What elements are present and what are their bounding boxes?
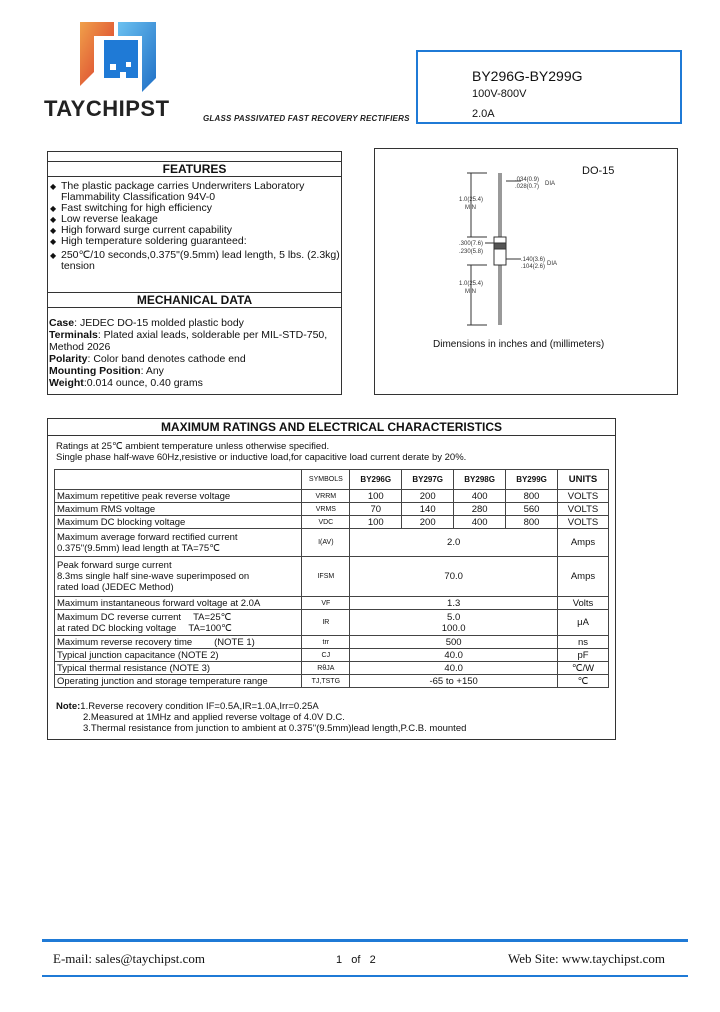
notes-label: Note: <box>56 701 81 712</box>
product-tagline: GLASS PASSIVATED FAST RECOVERY RECTIFIERS <box>203 114 410 123</box>
footer-divider-bottom <box>42 975 688 977</box>
list-item: Case: JEDEC DO-15 molded plastic body <box>49 317 244 329</box>
dim-len-top: 1.0(25.4) <box>459 197 484 203</box>
mechanical-list <box>49 317 341 389</box>
ratings-table-box <box>47 418 616 740</box>
bullet-icon: ◆ <box>50 204 57 213</box>
bullet-icon: ◆ <box>50 215 57 224</box>
table-row: Maximum repetitive peak reverse voltage VRRM 100 200 400 800 VOLTS <box>55 490 609 503</box>
bullet-icon: ◆ <box>50 251 57 260</box>
table-row: Maximum reverse recovery time (NOTE 1) trr 500 ns <box>55 636 609 649</box>
table-header-row: SYMBOLS BY296G BY297G BY298G BY299G UNITS <box>55 470 609 490</box>
brand-name: TAYCHIPST <box>44 96 170 121</box>
dim-len-bot: 1.0(25.4) <box>459 281 484 287</box>
dim-body-dia: .140(3.6) <box>521 257 546 263</box>
footer-divider-top <box>42 939 688 942</box>
list-item: ◆ The plastic package carries Underwriters Laboratory Flammability Classification 94V-0 <box>50 180 305 203</box>
table-notes <box>56 701 466 734</box>
dim-body-len2: .230(5.8) <box>459 249 484 255</box>
note-1: 1.Reverse recovery condition IF=0.5A,IR=1.0A,Irr=0.25A <box>80 701 319 712</box>
current-rating: 2.0A <box>472 108 495 120</box>
footer-website[interactable]: Web Site: www.taychipst.com <box>508 951 665 966</box>
bullet-icon: ◆ <box>50 226 57 235</box>
dimensions-caption: Dimensions in inches and (millimeters) <box>433 339 605 350</box>
dim-dia-body: DIA <box>547 261 558 267</box>
dim-lead-dia2: .028(0.7) <box>515 184 540 190</box>
note-2: 2.Measured at 1MHz and applied reverse voltage of 4.0V D.C. <box>83 712 345 723</box>
table-row: Operating junction and storage temperature range TJ,TSTG -65 to +150 ℃ <box>55 675 609 688</box>
package-diagram-box <box>374 148 678 395</box>
table-row: Maximum instantaneous forward voltage at 2.0A VF 1.3 Volts <box>55 597 609 610</box>
page-number: 1 of 2 <box>336 954 376 966</box>
footer-email[interactable]: E-mail: sales@taychipst.com <box>53 951 206 966</box>
dim-dia: DIA <box>545 181 556 187</box>
list-item: Terminals: Plated axial leads, solderable per MIL-STD-750, Method 2026 <box>49 329 328 353</box>
dim-body-dia2: .104(2.6) <box>521 264 546 270</box>
bullet-icon: ◆ <box>50 237 57 246</box>
features-heading: FEATURES <box>48 161 341 177</box>
features-list <box>50 181 340 272</box>
table-row: Typical junction capacitance (NOTE 2) CJ 40.0 pF <box>55 649 609 662</box>
bullet-icon: ◆ <box>50 182 57 191</box>
table-row: Maximum average forward rectified current 0.375"(9.5mm) lead length at TA=75℃ I(AV) 2.0 Amps <box>55 529 609 557</box>
note-3: 3.Thermal resistance from junction to ambient at 0.375"(9.5mm)lead length,P.C.B. mounted <box>83 723 467 734</box>
table-row: Typical thermal resistance (NOTE 3) RθJA 40.0 ℃/W <box>55 662 609 675</box>
dim-min-bot: MIN <box>465 289 476 295</box>
list-item: ◆ High forward surge current capability <box>50 224 232 236</box>
company-logo <box>80 22 156 92</box>
list-item: Weight:0.014 ounce, 0.40 grams <box>49 377 203 389</box>
table-row: Maximum RMS voltage VRMS 70 140 280 560 VOLTS <box>55 503 609 516</box>
ratings-table <box>54 469 609 688</box>
list-item: ◆ Low reverse leakage <box>50 213 158 225</box>
rating-conditions <box>56 441 466 463</box>
do15-outline-drawing <box>375 149 677 339</box>
list-item: Polarity: Color band denotes cathode end <box>49 353 246 365</box>
dim-body-len: .300(7.6) <box>459 241 484 247</box>
list-item: ◆ 250℃/10 seconds,0.375"(9.5mm) lead length, 5 lbs. (2.3kg) tension <box>50 249 340 272</box>
features-box <box>47 151 342 395</box>
rating-note-1: Ratings at 25℃ ambient temperature unless otherwise specified. <box>56 441 330 452</box>
dim-min-top: MIN <box>465 205 476 211</box>
title-box <box>416 50 682 124</box>
list-item: Mounting Position: Any <box>49 365 164 377</box>
dim-lead-dia: .034(0.9) <box>515 177 540 183</box>
part-number: BY296G-BY299G <box>472 68 583 84</box>
list-item: ◆ High temperature soldering guaranteed: <box>50 235 247 247</box>
table-row: Peak forward surge current 8.3ms single half sine-wave superimposed on rated load (JEDEC Method) IFSM 70.0 Amps <box>55 557 609 597</box>
rating-note-2: Single phase half-wave 60Hz,resistive or inductive load,for capacitive load current derate by 20%. <box>56 452 467 463</box>
voltage-range: 100V-800V <box>472 88 527 100</box>
list-item: ◆ Fast switching for high efficiency <box>50 202 212 214</box>
mechanical-heading: MECHANICAL DATA <box>48 292 341 308</box>
table-row: Maximum DC blocking voltage VDC 100 200 400 800 VOLTS <box>55 516 609 529</box>
table-row: Maximum DC reverse current TA=25℃ at rated DC blocking voltage TA=100℃ IR 5.0 100.0 μA <box>55 610 609 636</box>
package-name: DO-15 <box>582 165 615 177</box>
table-heading: MAXIMUM RATINGS AND ELECTRICAL CHARACTERISTICS <box>48 419 615 436</box>
